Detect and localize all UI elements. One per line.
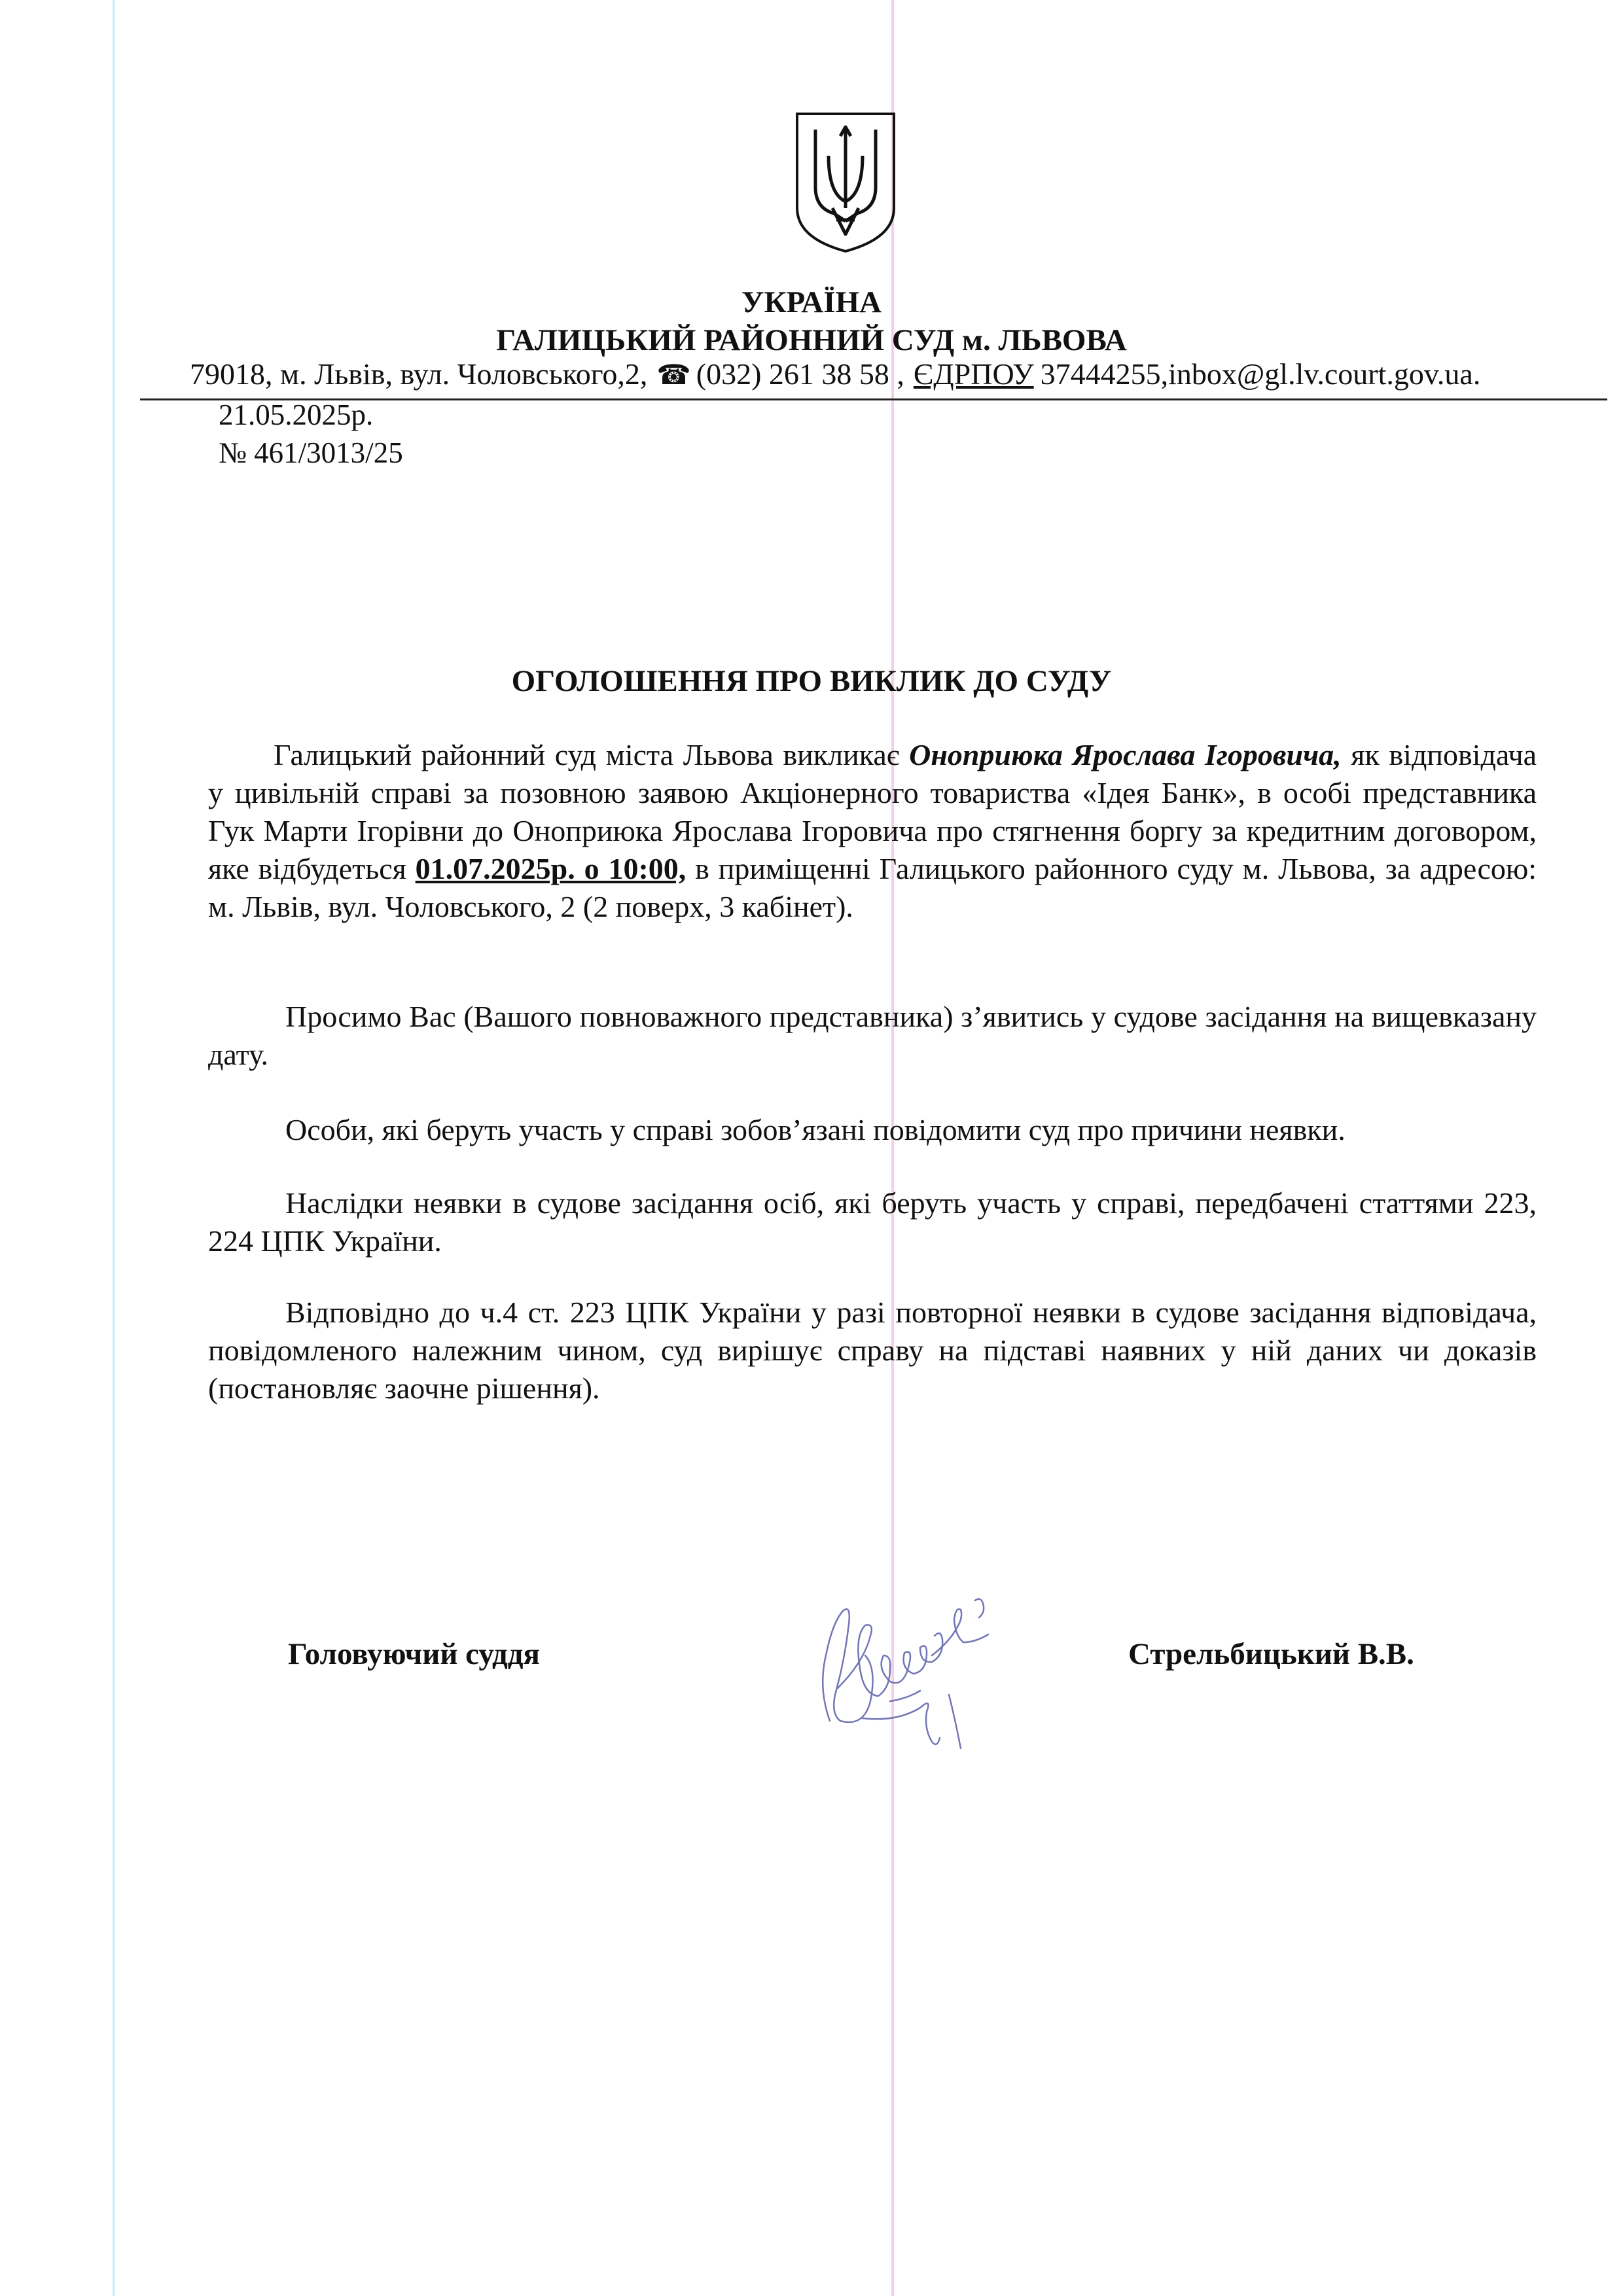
court-phone: (032) 261 38 58 , — [696, 357, 904, 391]
summons-text-start: Галицький районний суд міста Львова викликає — [274, 738, 910, 771]
absence-notice-text: Особи, які беруть участь у справі зобов’язані повідомити суд про причини неявки. — [285, 1113, 1346, 1146]
case-number: № 461/3013/25 — [219, 436, 403, 469]
judge-name: Стрельбицький В.В. — [1128, 1637, 1414, 1671]
coat-of-arms-icon — [793, 110, 898, 255]
edrpou-label: ЄДРПОУ — [913, 357, 1034, 391]
paragraph-request — [208, 998, 1537, 1074]
hearing-datetime: 01.07.2025р. о 10:00, — [415, 852, 687, 885]
request-text: Просимо Вас (Вашого повноважного представника) з’явитись у судове засідання на вищевказану дату. — [208, 1000, 1537, 1071]
paragraph-repeat-absence — [208, 1294, 1537, 1407]
court-address: 79018, м. Львів, вул. Чоловського,2, — [190, 357, 648, 391]
summons-text-middle: як відповідача у цивільній справі за позовною заявою Акціонерного товариства «Ідея Банк», в особі представника Гук Марти Ігорівни до Оноприюка Ярослава Ігоровича про стягнення боргу за кредитним договором, яке відбудеться — [208, 738, 1537, 885]
repeat-absence-text: Відповідно до ч.4 ст. 223 ЦПК України у разі повторної неявки в судове засідання відповідача, повідомленого належним чином, суд вирішує справу на підставі наявних у ній даних чи доказів (постановляє заочне рішення). — [208, 1296, 1537, 1405]
court-name-heading: ГАЛИЦЬКИЙ РАЙОННИЙ СУД м. ЛЬВОВА — [496, 323, 1127, 357]
court-address-line — [190, 356, 1480, 394]
consequences-text: Наслідки неявки в судове засідання осіб, які беруть участь у справі, передбачені статтями 223, 224 ЦПК України. — [208, 1186, 1537, 1258]
document-title: ОГОЛОШЕННЯ ПРО ВИКЛИК ДО СУДУ — [511, 664, 1112, 698]
summons-text-end: в приміщенні Галицького районного суду м. Львова, за адресою: м. Львів, вул. Чоловського, 2 (2 поверх, 3 кабінет). — [208, 852, 1537, 923]
telephone-icon: ☎ — [656, 361, 691, 391]
country-heading: УКРАЇНА — [741, 285, 882, 319]
paragraph-absence-notice — [208, 1111, 1537, 1149]
document-date: 21.05.2025р. — [219, 398, 374, 431]
edrpou-and-email: 37444255,inbox@gl.lv.court.gov.ua. — [1040, 357, 1481, 391]
paragraph-consequences — [208, 1184, 1537, 1260]
paragraph-summons — [208, 736, 1537, 926]
handwritten-signature — [792, 1557, 1014, 1773]
defendant-name: Оноприюка Ярослава Ігоровича, — [909, 738, 1342, 771]
presiding-judge-title: Головуючий суддя — [288, 1637, 540, 1671]
